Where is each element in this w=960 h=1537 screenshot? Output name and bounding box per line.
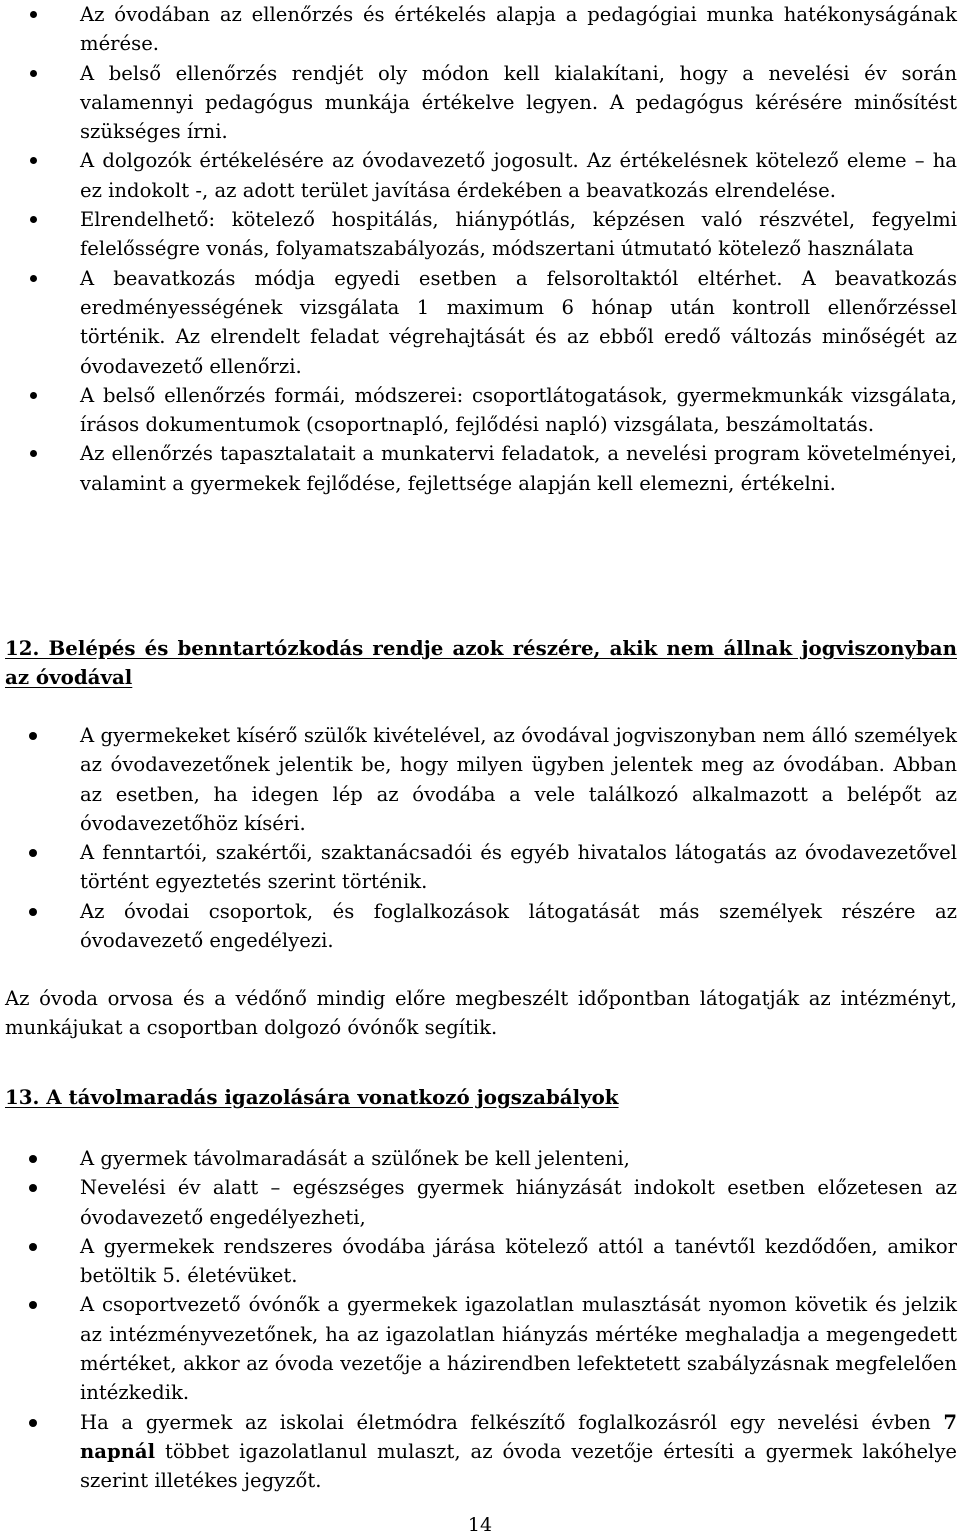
list-item: Nevelési év alatt – egészséges gyermek hiányzását indokolt esetben előzetesen az óvodavezető engedélyezheti, — [0, 1173, 960, 1232]
bullet-icon — [29, 849, 37, 857]
bullet-icon — [29, 1184, 37, 1192]
list-item: Az óvodában az ellenőrzés és értékelés alapja a pedagógiai munka hatékonyságának mérése. — [0, 0, 960, 59]
list-item: A belső ellenőrzés formái, módszerei: csoportlátogatások, gyermekmunkák vizsgálata, írásos dokumentumok (csoportnapló, fejlődési napló) vizsgálata, beszámoltatás. — [0, 381, 960, 440]
section-12-paragraph: Az óvoda orvosa és a védőnő mindig előre megbeszélt időpontban látogatják az intézményt, munkájukat a csoportban dolgozó óvónők segítik. — [5, 987, 957, 1040]
bullet-icon — [29, 1155, 37, 1163]
section-12-heading: 12. Belépés és benntartózkodás rendje azok részére, akik nem állnak jogviszonyban az óvodával — [5, 636, 957, 689]
list-item: A beavatkozás módja egyedi esetben a felsoroltaktól eltérhet. A beavatkozás eredményességének vizsgálata 1 maximum 6 hónap után kontroll ellenőrzéssel történik. Az elrendelt feladat végrehajtását és az ebből eredő változás minőségét az óvodavezető ellenőrzi. — [0, 264, 960, 381]
bullet-icon — [29, 1419, 37, 1427]
list-item: Az ellenőrzés tapasztalatait a munkatervi feladatok, a nevelési program követelményei, valamint a gyermekek fejlődése, fejlettsége alapján kell elemezni, értékelni. — [0, 439, 960, 498]
entry-rules-list — [0, 721, 960, 955]
list-item: A fenntartói, szakértői, szaktanácsadói és egyéb hivatalos látogatás az óvodavezetővel történt egyeztetés szerint történik. — [0, 838, 960, 897]
list-item: A gyermek távolmaradását a szülőnek be kell jelenteni, — [0, 1144, 960, 1173]
bullet-icon — [30, 216, 37, 223]
list-item: Elrendelhető: kötelező hospitálás, hiánypótlás, képzésen való részvétel, fegyelmi felelősségre vonás, folyamatszabályozás, módszertani útmutató kötelező használata — [0, 205, 960, 264]
list-item: A csoportvezető óvónők a gyermekek igazolatlan mulasztását nyomon követik és jelzik az intézményvezetőnek, ha az igazolatlan hiányzás mértéke meghaladja a megengedett mértéket, akkor az óvoda vezetője a házirendben lefektetett szabályzásnak megfelelően intézkedik. — [0, 1290, 960, 1407]
list-item: A gyermekek rendszeres óvodába járása kötelező attól a tanévtől kezdődően, amikor betöltik 5. életévüket. — [0, 1232, 960, 1291]
bullet-icon — [30, 275, 37, 282]
section-13-heading: 13. A távolmaradás igazolására vonatkozó jogszabályok — [5, 1085, 619, 1109]
evaluation-bullet-list — [0, 0, 960, 498]
bullet-icon — [29, 732, 37, 740]
absence-rules-list — [0, 1144, 960, 1496]
bullet-icon — [30, 450, 37, 457]
page-number: 14 — [467, 1514, 493, 1536]
bullet-icon — [30, 11, 37, 18]
list-item: Az óvodai csoportok, és foglalkozások látogatását más személyek részére az óvodavezető engedélyezi. — [0, 897, 960, 956]
list-item: A gyermekeket kísérő szülők kivételével, az óvodával jogviszonyban nem álló személyek az óvodavezetőnek jelentik be, hogy milyen ügyben jelentek meg az óvodában. Abban az esetben, ha idegen lép az óvodába a vele találkozó alkalmazott a belépőt az óvodavezetőhöz kíséri. — [0, 721, 960, 838]
bullet-icon — [30, 70, 37, 77]
list-item: Ha a gyermek az iskolai életmódra felkészítő foglalkozásról egy nevelési évben 7 napnál többet igazolatlanul mulaszt, az óvoda vezetője értesíti a gyermek lakóhelye szerint illetékes jegyzőt. — [0, 1408, 960, 1496]
bullet-icon — [30, 392, 37, 399]
bullet-icon — [29, 1301, 37, 1309]
bullet-icon — [30, 157, 37, 164]
bullet-icon — [29, 1243, 37, 1251]
bullet-icon — [29, 908, 37, 916]
list-item: A belső ellenőrzés rendjét oly módon kell kialakítani, hogy a nevelési év során valamennyi pedagógus munkája értékelve legyen. A pedagógus kérésére minősítést szükséges írni. — [0, 59, 960, 147]
bold-days: 7 napnál — [80, 1410, 957, 1463]
list-item: A dolgozók értékelésére az óvodavezető jogosult. Az értékelésnek kötelező eleme – ha ez indokolt -, az adott terület javítása érdekében a beavatkozás elrendelése. — [0, 146, 960, 205]
